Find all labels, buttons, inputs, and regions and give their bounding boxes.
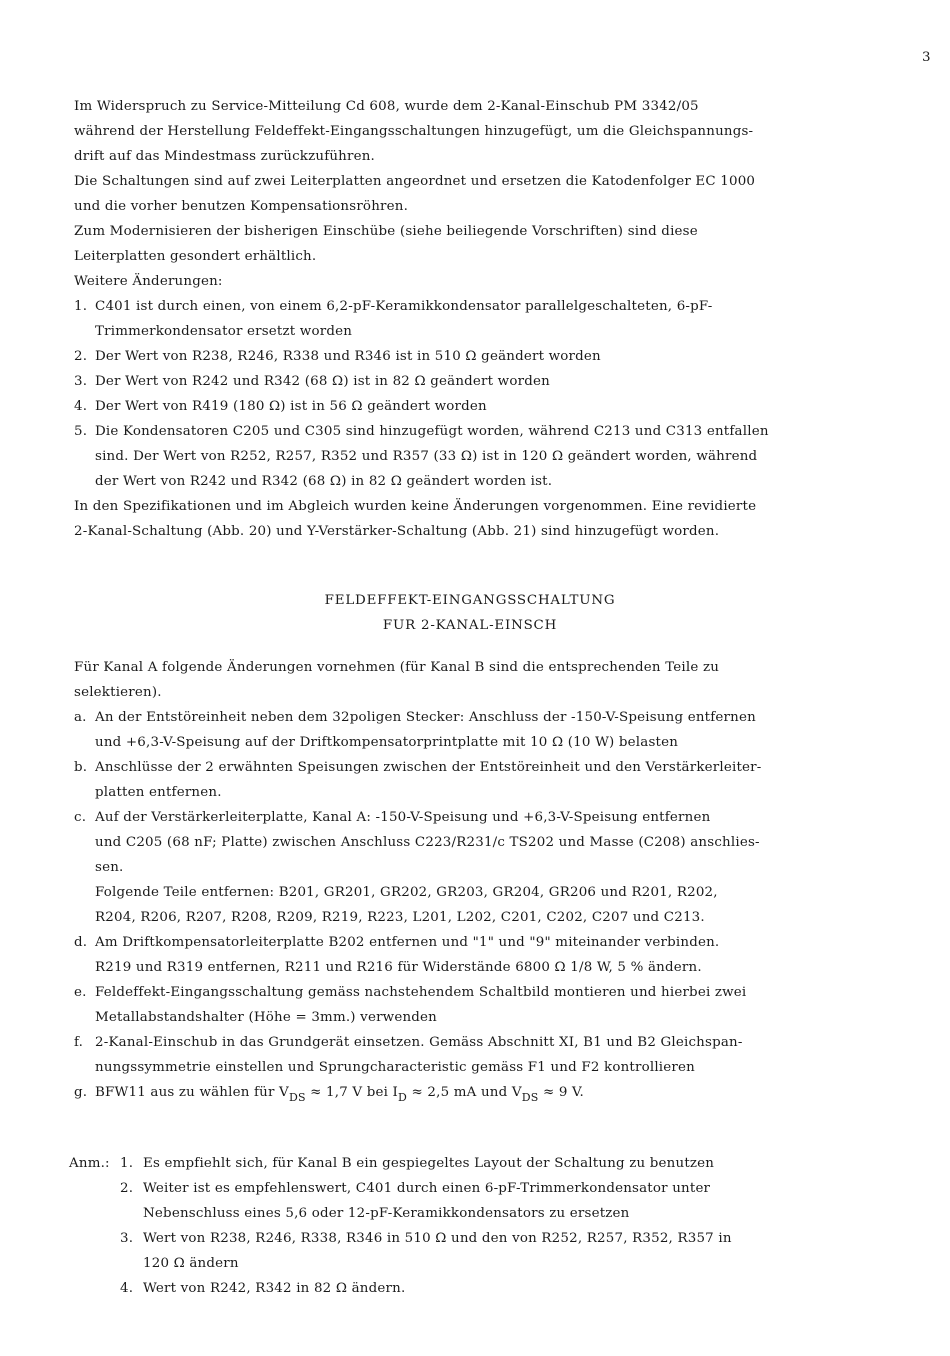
section-heading [0, 588, 940, 638]
text-line: Die Kondensatoren C205 und C305 sind hinzugefügt worden, während C213 und C313 entfallen [95, 424, 769, 439]
text-line: Auf der Verstärkerleiterplatte, Kanal A: -150-V-Speisung und +6,3-V-Speisung entfernen [95, 810, 711, 825]
text-line: Der Wert von R419 (180 Ω) ist in 56 Ω geändert worden [95, 399, 487, 414]
text-line: C401 ist durch einen, von einem 6,2-pF-Keramikkondensator parallelgeschalteten, 6-pF- [95, 299, 713, 314]
list-item [120, 1226, 820, 1276]
text-line: Leiterplatten gesondert erhältlich. [74, 249, 317, 264]
steps-list [74, 705, 834, 1105]
text-line: Metallabstandshalter (Höhe = 3mm.) verwenden [95, 1010, 437, 1025]
text-line: In den Spezifikationen und im Abgleich wurden keine Änderungen vorgenommen. Eine revidierte [74, 499, 757, 514]
text-line: An der Entstöreinheit neben dem 32poligen Stecker: Anschluss der -150-V-Speisung entfernen [95, 710, 756, 725]
text-line: Wert von R238, R246, R338, R346 in 510 Ω und den von R252, R257, R352, R357 in [143, 1231, 732, 1246]
text-line [95, 1080, 834, 1105]
list-item-letter: g. [74, 1085, 88, 1100]
text-line: Feldeffekt-Eingangsschaltung gemäss nachstehendem Schaltbild montieren und hierbei zwei [95, 985, 747, 1000]
list-item [74, 294, 834, 344]
list-item-letter: d. [74, 935, 88, 950]
list-item [120, 1151, 820, 1176]
text-line: sen. [95, 860, 124, 875]
text-line: Im Widerspruch zu Service-Mitteilung Cd 608, wurde dem 2-Kanal-Einschub PM 3342/05 [74, 99, 699, 114]
list-item-number: 3. [120, 1231, 134, 1246]
text-fragment: BFW11 aus zu wählen für V [95, 1085, 289, 1100]
list-item [74, 980, 834, 1030]
list-item-number: 5. [74, 424, 88, 439]
page-number: 3 [922, 50, 931, 65]
subscript: DS [288, 1091, 306, 1104]
list-item-letter: b. [74, 760, 88, 775]
text-line: Trimmerkondensator ersetzt worden [95, 324, 353, 339]
text-line: 120 Ω ändern [143, 1256, 239, 1271]
text-line: Am Driftkompensatorleiterplatte B202 entfernen und "1" und "9" miteinander verbinden. [95, 935, 720, 950]
heading-line: FUR 2-KANAL-EINSCH [382, 618, 558, 633]
text-line: Weiter ist es empfehlenswert, C401 durch einen 6-pF-Trimmerkondensator unter [143, 1181, 711, 1196]
list-item [74, 755, 834, 805]
list-item-letter: a. [74, 710, 87, 725]
list-item-number: 1. [120, 1156, 134, 1171]
section-intro [74, 655, 834, 705]
intro-paragraph [74, 94, 834, 294]
text-line: R219 und R319 entfernen, R211 und R216 für Widerstände 6800 Ω 1/8 W, 5 % ändern. [95, 960, 702, 975]
text-line: Der Wert von R238, R246, R338 und R346 ist in 510 Ω geändert worden [95, 349, 601, 364]
text-line: Zum Modernisieren der bisherigen Einschübe (siehe beiliegende Vorschriften) sind diese [74, 224, 698, 239]
text-line: Folgende Teile entfernen: B201, GR201, GR202, GR203, GR204, GR206 und R201, R202, [95, 885, 718, 900]
list-item [74, 930, 834, 980]
list-item [74, 705, 834, 755]
text-fragment: ≈ 1,7 V bei I [305, 1085, 399, 1100]
text-line: Die Schaltungen sind auf zwei Leiterplatten angeordnet und ersetzen die Katodenfolger EC 1000 [74, 174, 756, 189]
list-item [120, 1176, 820, 1226]
text-line: Wert von R242, R342 in 82 Ω ändern. [143, 1281, 406, 1296]
text-line: Für Kanal A folgende Änderungen vornehmen (für Kanal B sind die entsprechenden Teile zu [74, 660, 720, 675]
list-item [74, 369, 834, 394]
list-item [120, 1276, 820, 1301]
text-fragment: ≈ 9 V. [538, 1085, 584, 1100]
list-item-letter: e. [74, 985, 87, 1000]
list-item-number: 2. [120, 1181, 134, 1196]
text-line: sind. Der Wert von R252, R257, R352 und R357 (33 Ω) ist in 120 Ω geändert worden, während [95, 449, 758, 464]
text-line: 2-Kanal-Einschub in das Grundgerät einsetzen. Gemäss Abschnitt XI, B1 und B2 Gleichspan- [95, 1035, 743, 1050]
subscript: DS [521, 1091, 539, 1104]
text-line: während der Herstellung Feldeffekt-Eingangsschaltungen hinzugefügt, um die Gleichspannungs- [74, 124, 754, 139]
list-item-letter: c. [74, 810, 87, 825]
list-item-letter: f. [74, 1035, 84, 1050]
list-item [74, 1080, 834, 1105]
changes-list [74, 294, 834, 494]
text-line: R204, R206, R207, R208, R209, R219, R223, L201, L202, C201, C202, C207 und C213. [95, 910, 705, 925]
list-item-number: 4. [74, 399, 88, 414]
notes-list [120, 1151, 820, 1301]
list-item [74, 394, 834, 419]
heading-line: FELDEFFEKT-EINGANGSSCHALTUNG [324, 593, 616, 608]
list-item [74, 1030, 834, 1080]
text-line: nungssymmetrie einstellen und Sprungcharacteristic gemäss F1 und F2 kontrollieren [95, 1060, 695, 1075]
text-line: Der Wert von R242 und R342 (68 Ω) ist in 82 Ω geändert worden [95, 374, 550, 389]
text-line: platten entfernen. [95, 785, 222, 800]
text-line: Nebenschluss eines 5,6 oder 12-pF-Keramikkondensators zu ersetzen [143, 1206, 630, 1221]
list-item-number: 3. [74, 374, 88, 389]
text-line: Weitere Änderungen: [74, 274, 223, 289]
text-line: Anschlüsse der 2 erwähnten Speisungen zwischen der Entstöreinheit und den Verstärkerleiter- [95, 760, 762, 775]
list-item [74, 419, 834, 494]
text-line: der Wert von R242 und R342 (68 Ω) in 82 Ω geändert worden ist. [95, 474, 553, 489]
text-line: selektieren). [74, 685, 162, 700]
text-line: Es empfiehlt sich, für Kanal B ein gespiegeltes Layout der Schaltung zu benutzen [143, 1156, 715, 1171]
list-item [74, 805, 834, 930]
list-item-number: 2. [74, 349, 88, 364]
text-line: und C205 (68 nF; Platte) zwischen Anschluss C223/R231/c TS202 und Masse (C208) anschlies- [95, 835, 760, 850]
list-item-number: 1. [74, 299, 88, 314]
text-line: und die vorher benutzen Kompensationsröhren. [74, 199, 409, 214]
text-line: drift auf das Mindestmass zurückzuführen. [74, 149, 376, 164]
text-line: 2-Kanal-Schaltung (Abb. 20) und Y-Verstärker-Schaltung (Abb. 21) sind hinzugefügt worden. [74, 524, 720, 539]
subscript: D [398, 1091, 408, 1104]
notes-label: Anm.: [69, 1156, 110, 1171]
list-item [74, 344, 834, 369]
text-line: und +6,3-V-Speisung auf der Driftkompensatorprintplatte mit 10 Ω (10 W) belasten [95, 735, 679, 750]
text-fragment: ≈ 2,5 mA und V [407, 1085, 522, 1100]
list-item-number: 4. [120, 1281, 134, 1296]
closing-paragraph [74, 494, 834, 544]
